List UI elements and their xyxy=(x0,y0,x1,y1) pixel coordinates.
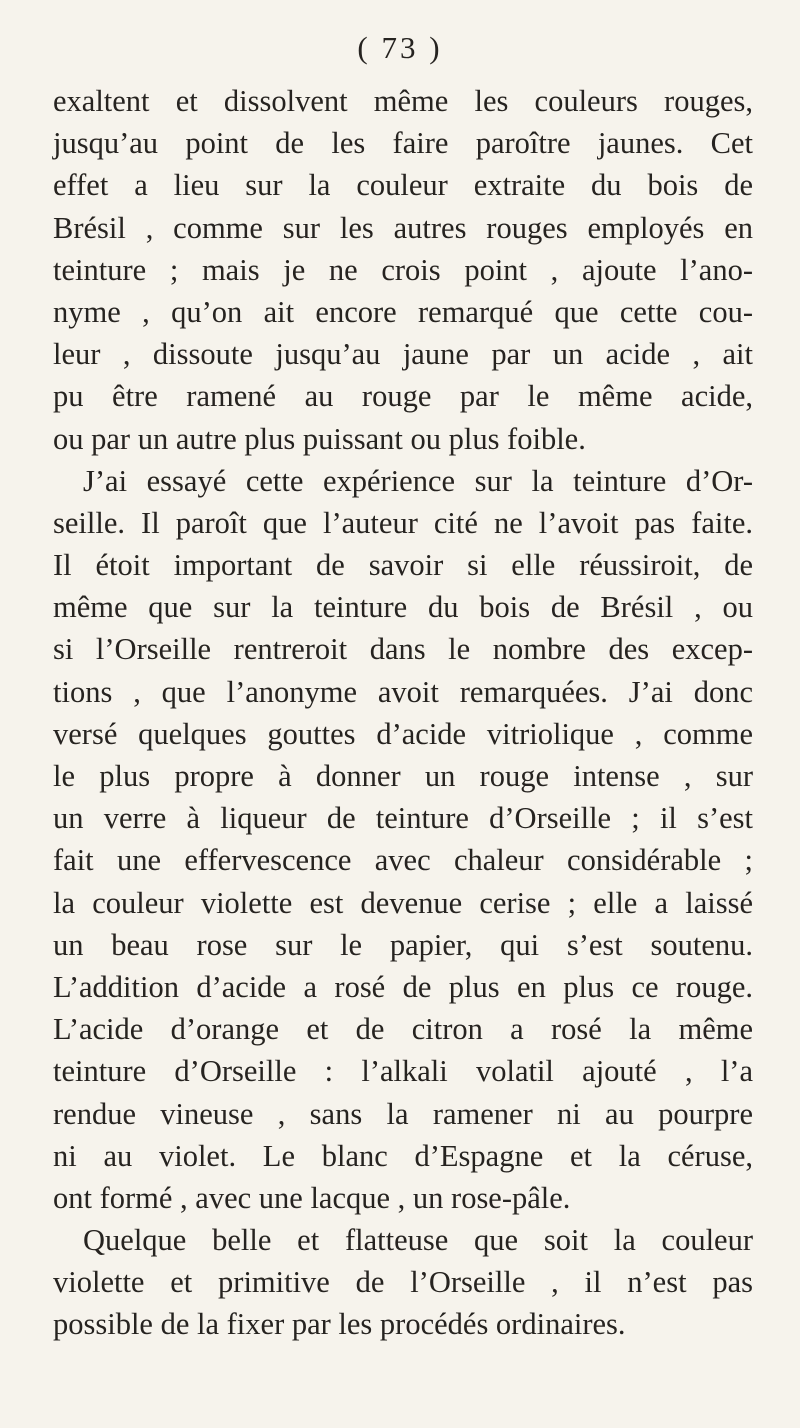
text-line: fait une effervescence avec chaleur considérable ; xyxy=(53,843,753,878)
text-line: teinture d’Orseille : l’alkali volatil ajouté , l’a xyxy=(53,1054,753,1089)
text-line: pu être ramené au rouge par le même acide, xyxy=(53,379,753,414)
text-line-paragraph-end: ou par un autre plus puissant ou plus foible. xyxy=(53,421,586,456)
text-line: seille. Il paroît que l’auteur cité ne l’avoit pas faite. xyxy=(53,505,753,540)
text-line: la couleur violette est devenue cerise ; elle a laissé xyxy=(53,885,753,920)
text-line: Brésil , comme sur les autres rouges employés en xyxy=(53,210,753,245)
text-line: L’acide d’orange et de citron a rosé la même xyxy=(53,1012,753,1047)
text-line: L’addition d’acide a rosé de plus en plus ce rouge. xyxy=(53,969,753,1004)
text-line-paragraph-start: Quelque belle et flatteuse que soit la couleur xyxy=(83,1223,753,1258)
text-line: effet a lieu sur la couleur extraite du bois de xyxy=(53,168,753,203)
text-line: un beau rose sur le papier, qui s’est soutenu. xyxy=(53,927,753,962)
text-line: possible de la fixer par les procédés ordinaires. xyxy=(53,1307,626,1342)
text-line: un verre à liqueur de teinture d’Orseille ; il s’est xyxy=(53,801,753,836)
text-line: Il étoit important de savoir si elle réussiroit, de xyxy=(53,548,753,583)
text-line: nyme , qu’on ait encore remarqué que cette cou- xyxy=(53,294,753,329)
text-line: même que sur la teinture du bois de Brésil , ou xyxy=(53,590,753,625)
text-line: leur , dissoute jusqu’au jaune par un acide , ait xyxy=(53,337,753,372)
body-text xyxy=(53,80,753,1346)
text-line: ni au violet. Le blanc d’Espagne et la céruse, xyxy=(53,1138,753,1173)
text-line: violette et primitive de l’Orseille , il n’est pas xyxy=(53,1265,753,1300)
text-line: versé quelques gouttes d’acide vitriolique , comme xyxy=(53,716,753,751)
text-line: tions , que l’anonyme avoit remarquées. J’ai donc xyxy=(53,674,753,709)
text-line: jusqu’au point de les faire paroître jaunes. Cet xyxy=(53,126,753,161)
text-line-paragraph-end: ont formé , avec une lacque , un rose-pâle. xyxy=(53,1180,571,1215)
text-line-paragraph-start: J’ai essayé cette expérience sur la teinture d’Or- xyxy=(83,463,753,498)
text-line: exaltent et dissolvent même les couleurs rouges, xyxy=(53,84,753,118)
page-number: ( 73 ) xyxy=(357,30,443,65)
text-line: si l’Orseille rentreroit dans le nombre des excep- xyxy=(53,632,753,667)
text-line: le plus propre à donner un rouge intense , sur xyxy=(53,759,753,793)
text-line: rendue vineuse , sans la ramener ni au pourpre xyxy=(53,1096,753,1131)
text-line: teinture ; mais je ne crois point , ajoute l’ano- xyxy=(53,252,753,287)
